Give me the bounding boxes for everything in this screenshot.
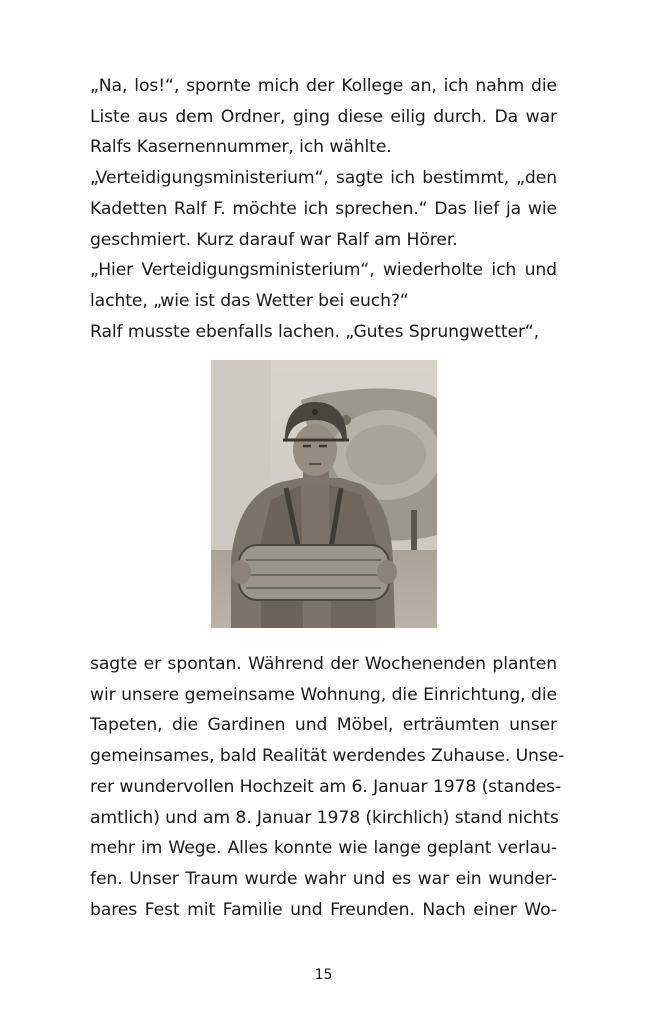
text-line: Kadetten Ralf F. möchte ich sprechen.“ Das lief ja wie [90,198,557,219]
text-line: Ralfs Kasernennummer, ich wählte. [90,137,392,158]
paragraph-bottom [90,649,565,925]
text-line: gemeinsames, bald Realität werdendes Zuhause. Unse- [90,746,565,767]
text-line: „Hier Verteidigungsministerium“, wiederholte ich und [90,260,557,281]
text-line: „Na, los!“, spornte mich der Kollege an, ich nahm die [90,76,557,96]
text-line: „Verteidigungsministerium“, sagte ich bestimmt, „den [90,168,557,189]
text-line: fen. Unser Traum wurde wahr und es war ein wunder- [90,868,557,889]
paratrooper-photo [211,360,437,628]
text-line: sagte er spontan. Während der Wochenenden planten [90,654,557,674]
text-line: Liste aus dem Ordner, ging diese eilig durch. Da war [90,106,557,127]
paragraph-top [90,71,557,347]
text-line: geschmiert. Kurz darauf war Ralf am Hörer. [90,229,458,250]
text-line: Ralf musste ebenfalls lachen. „Gutes Sprungwetter“, [90,321,540,342]
page-number: 15 [314,967,333,983]
text-line: bares Fest mit Familie und Freunden. Nach einer Wo- [90,899,557,920]
text-line: amtlich) und am 8. Januar 1978 (kirchlich) stand nichts [90,807,559,828]
text-line: wir unsere gemeinsame Wohnung, die Einrichtung, die [90,684,557,705]
text-line: lachte, „wie ist das Wetter bei euch?“ [90,290,409,311]
text-line: mehr im Wege. Alles konnte wie lange geplant verlau- [90,838,557,859]
text-line: Tapeten, die Gardinen und Möbel, erträumten unser [90,715,557,736]
text-line: rer wundervollen Hochzeit am 6. Januar 1978 (standes- [90,776,562,797]
